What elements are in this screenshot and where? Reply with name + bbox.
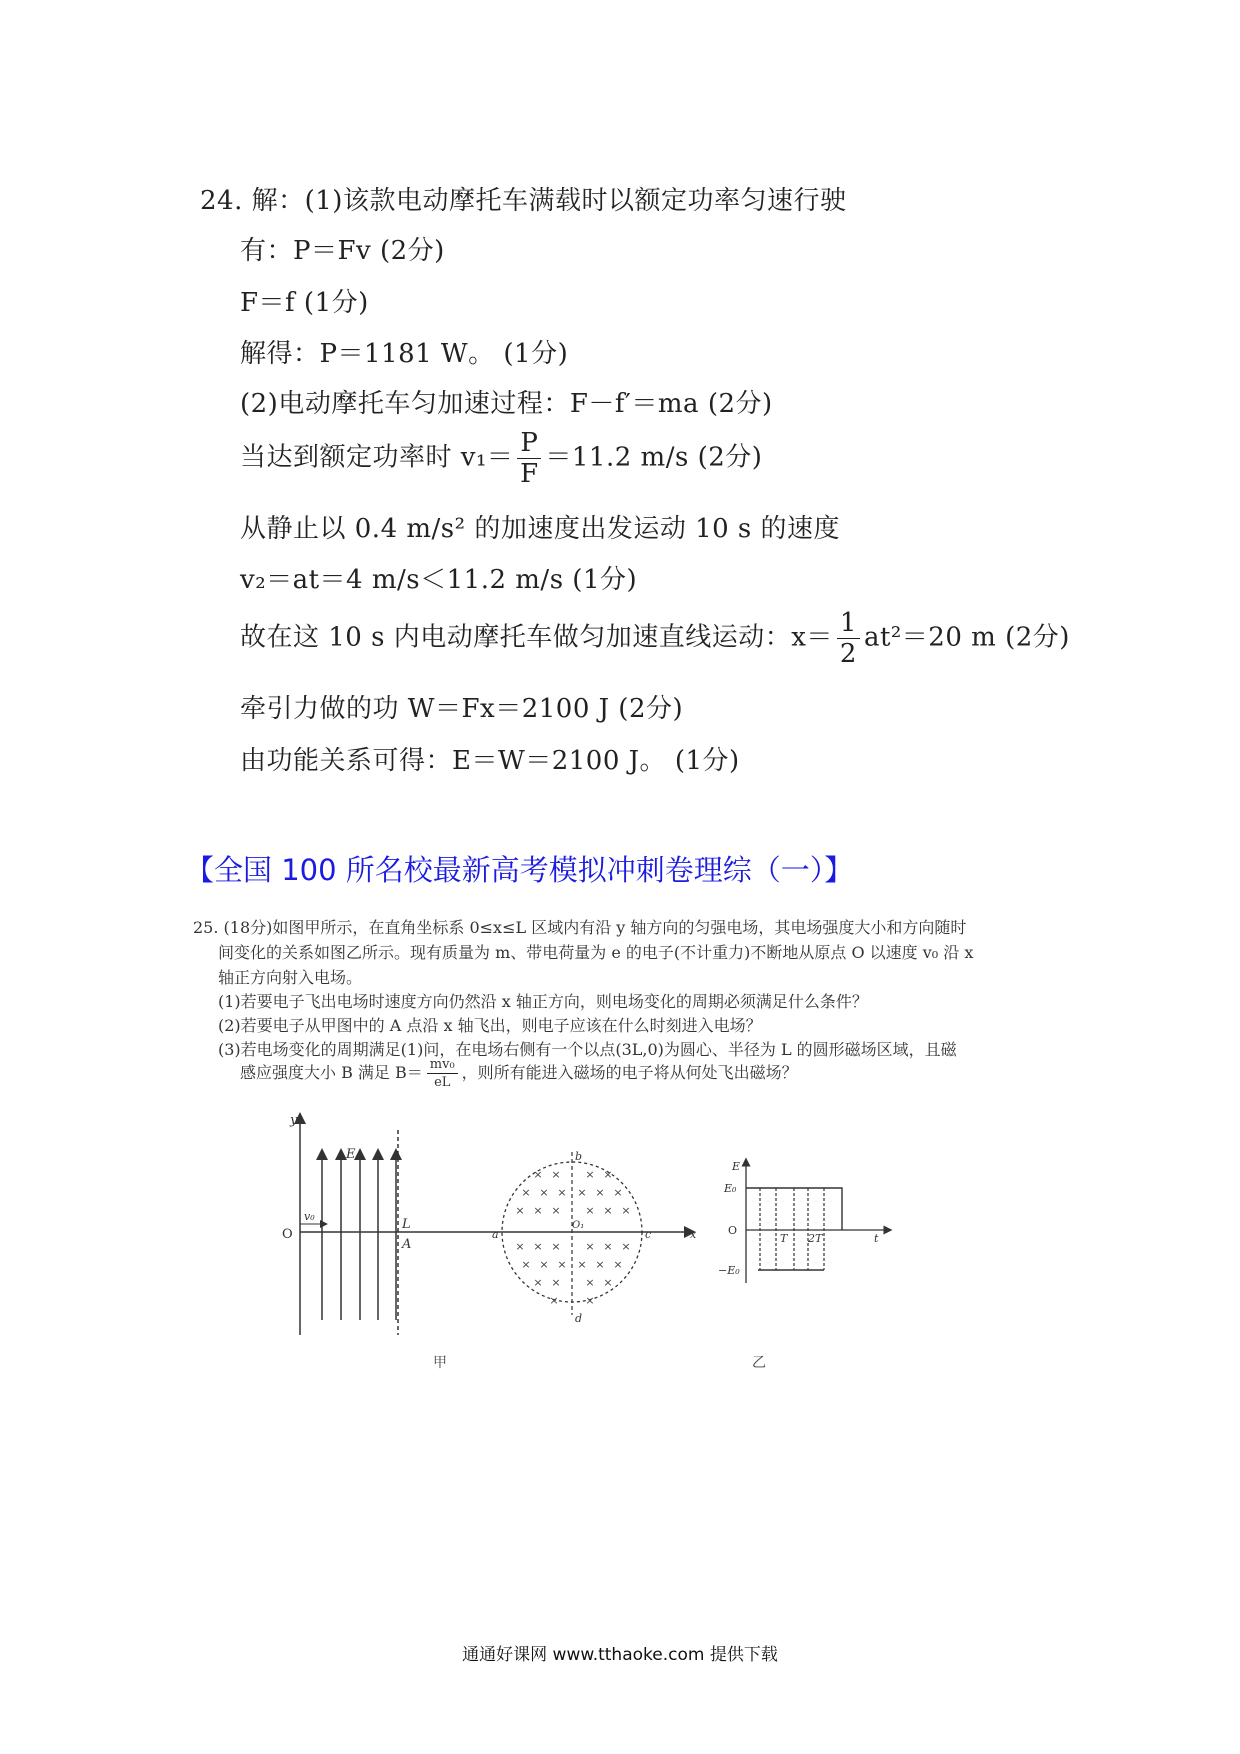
svg-text:×: ×	[577, 1258, 587, 1271]
svg-text:×: ×	[533, 1204, 543, 1217]
exam-source-banner: 【全国 100 所名校最新高考模拟冲刺卷理综（一）】	[185, 853, 854, 887]
figure-yi	[720, 1158, 895, 1288]
velocity-label: v₀	[304, 1210, 315, 1223]
solution-line-10: 牵引力做的功 W＝Fx＝2100 J (2分)	[240, 694, 684, 724]
question-line-7-rest: ，则所有能进入磁场的电子将从何处飞出磁场？	[461, 1063, 798, 1082]
svg-text:×: ×	[557, 1258, 567, 1271]
fraction-numerator: 1	[837, 610, 860, 639]
center-o1-label: O₁	[572, 1220, 585, 1231]
svg-text:×: ×	[551, 1276, 561, 1289]
solution-line-1: 24. 解：(1)该款电动摩托车满载时以额定功率匀速行驶	[200, 186, 847, 216]
solution-line-9-result: at²＝20 m (2分)	[863, 622, 1070, 653]
e0-label: E₀	[724, 1182, 737, 1195]
period-dashes	[760, 1188, 824, 1270]
t-period-label: T	[780, 1232, 788, 1245]
svg-text:×: ×	[577, 1186, 587, 1199]
svg-text:×: ×	[515, 1204, 525, 1217]
svg-text:×: ×	[585, 1240, 595, 1253]
svg-text:×: ×	[613, 1186, 623, 1199]
l-label: L	[402, 1217, 411, 1232]
solution-line-9	[240, 610, 1070, 667]
svg-text:×: ×	[521, 1258, 531, 1271]
point-c-label: c	[645, 1228, 652, 1241]
question-line-5: (2)若要电子从甲图中的 A 点沿 x 轴飞出，则电子应该在什么时刻进入电场？	[218, 1016, 762, 1035]
question-line-2: 间变化的关系如图乙所示。现有质量为 m、带电荷量为 e 的电子(不计重力)不断地从原点 O 以速度 v₀ 沿 x	[218, 943, 974, 962]
point-a-lower-label: a	[492, 1228, 499, 1241]
svg-text:×: ×	[515, 1240, 525, 1253]
fraction-denominator: eL	[434, 1075, 451, 1090]
solution-line-8: v₂＝at＝4 m/s＜11.2 m/s (1分)	[240, 565, 638, 595]
fraction-denominator: F	[520, 459, 539, 489]
question-line-7	[240, 1058, 798, 1089]
svg-text:×: ×	[533, 1240, 543, 1253]
solution-line-5: (2)电动摩托车匀加速过程：F－f′＝ma (2分)	[240, 389, 773, 419]
electric-field-lines	[322, 1154, 396, 1320]
solution-line-6-result: ＝11.2 m/s (2分)	[545, 442, 763, 473]
fraction-numerator: mv₀	[427, 1058, 458, 1074]
svg-text:×: ×	[539, 1258, 549, 1271]
point-b-label: b	[575, 1150, 583, 1163]
svg-text:×: ×	[585, 1276, 595, 1289]
point-d-label: d	[575, 1312, 583, 1325]
neg-e0-label: −E₀	[718, 1264, 740, 1277]
point-a-label: A	[402, 1237, 412, 1252]
fraction-mv0-over-el	[427, 1058, 458, 1089]
question-line-7-text: 感应强度大小 B 满足 B＝	[240, 1063, 423, 1082]
caption-yi: 乙	[752, 1355, 766, 1371]
figure-jia	[282, 1110, 710, 1345]
solution-line-7: 从静止以 0.4 m/s² 的加速度出发运动 10 s 的速度	[240, 514, 841, 544]
solution-line-6-text: 当达到额定功率时 v₁＝	[240, 442, 514, 473]
svg-text:×: ×	[521, 1186, 531, 1199]
svg-text:×: ×	[585, 1294, 595, 1307]
solution-line-11: 由功能关系可得：E＝W＝2100 J。 (1分)	[240, 746, 740, 776]
solution-line-4: 解得：P＝1181 W。 (1分)	[240, 339, 569, 369]
svg-text:×: ×	[585, 1168, 595, 1181]
svg-text:×: ×	[621, 1240, 631, 1253]
x-axis-label: x	[690, 1228, 697, 1241]
question-line-3: 轴正方向射入电场。	[218, 968, 363, 987]
svg-text:×: ×	[533, 1276, 543, 1289]
question-line-4: (1)若要电子飞出电场时速度方向仍然沿 x 轴正方向，则电场变化的周期必须满足什么条件？	[218, 992, 868, 1011]
svg-text:×: ×	[557, 1186, 567, 1199]
solution-line-2: 有：P＝Fv (2分)	[240, 236, 445, 266]
origin-label: O	[282, 1227, 293, 1242]
solution-line-6	[240, 430, 762, 487]
two-t-label: 2T	[808, 1232, 823, 1245]
footer-download-note: 通通好课网 www.tthaoke.com 提供下载	[462, 1645, 778, 1665]
svg-text:×: ×	[603, 1204, 613, 1217]
fraction-one-half	[837, 610, 860, 667]
svg-text:×: ×	[621, 1204, 631, 1217]
svg-text:×: ×	[595, 1186, 605, 1199]
svg-text:×: ×	[551, 1240, 561, 1253]
origin-label: O	[728, 1224, 738, 1237]
svg-text:×: ×	[603, 1276, 613, 1289]
fraction-denominator: 2	[839, 639, 857, 669]
svg-text:×: ×	[551, 1204, 561, 1217]
caption-jia: 甲	[433, 1355, 447, 1371]
y-axis-label: y	[290, 1113, 298, 1128]
fraction-numerator: P	[517, 430, 541, 459]
e-axis-label: E	[732, 1160, 741, 1173]
svg-text:×: ×	[585, 1204, 595, 1217]
svg-text:×: ×	[539, 1186, 549, 1199]
svg-text:×: ×	[551, 1168, 561, 1181]
svg-text:×: ×	[603, 1168, 613, 1181]
svg-text:×: ×	[549, 1294, 559, 1307]
magnetic-field-crosses	[515, 1168, 630, 1307]
solution-line-9-text: 故在这 10 s 内电动摩托车做匀加速直线运动：x＝	[240, 622, 833, 653]
t-axis-label: t	[874, 1232, 879, 1245]
fraction-p-over-f	[517, 430, 541, 487]
question-line-1: 25. (18分)如图甲所示，在直角坐标系 0≤x≤L 区域内有沿 y 轴方向的匀强电场，其电场强度大小和方向随时	[193, 918, 967, 937]
svg-text:×: ×	[603, 1240, 613, 1253]
solution-line-3: F＝f (1分)	[240, 288, 369, 318]
svg-text:×: ×	[595, 1258, 605, 1271]
svg-text:×: ×	[533, 1168, 543, 1181]
field-e-label: E	[346, 1147, 356, 1162]
question-line-6: (3)若电场变化的周期满足(1)问，在电场右侧有一个以点(3L,0)为圆心、半径为 L 的圆形磁场区域，且磁	[218, 1040, 957, 1059]
svg-text:×: ×	[613, 1258, 623, 1271]
